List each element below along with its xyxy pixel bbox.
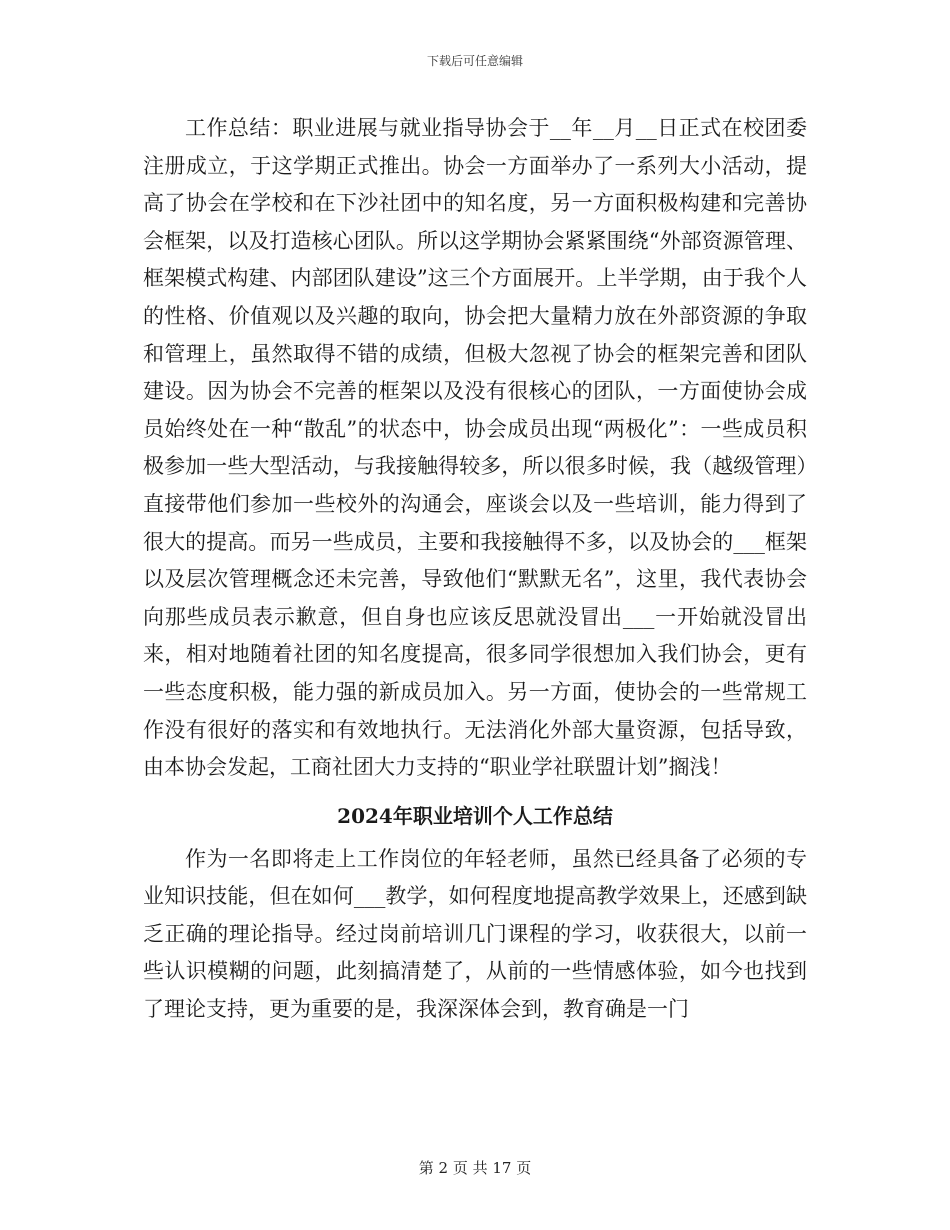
page-header: 下载后可任意编辑 <box>426 54 523 68</box>
paragraph-training-summary: 作为一名即将走上工作岗位的年轻老师，虽然已经具备了必须的专业知识技能，但在如何___教学，如何程度地提高教学效果上，还感到缺乏正确的理论指导。经过岗前培训几门课程的学习，收获很大，以前一些认识模糊的问题，此刻搞清楚了，从前的一些情感体验，如今也找到了理论支持，更为重要的是，我深深体会到，教育确是一门 <box>143 846 807 1022</box>
paragraph-work-summary: 工作总结：职业进展与就业指导协会于__年__月__日正式在校团委注册成立，于这学期正式推出。协会一方面举办了一系列大小活动，提高了协会在学校和在下沙社团中的知名度，另一方面积极构建和完善协会框架，以及打造核心团队。所以这学期协会紧紧围绕“外部资源管理、框架模式构建、内部团队建设”这三个方面展开。上半学期，由于我个人的性格、价值观以及兴趣的取向，协会把大量精力放在外部资源的争取和管理上，虽然取得不错的成绩，但极大忽视了协会的框架完善和团队建设。因为协会不完善的框架以及没有很核心的团队，一方面使协会成员始终处在一种“散乱”的状态中，协会成员出现“两极化”：一些成员积极参加一些大型活动，与我接触得较多，所以很多时候，我（越级管理）直接带他们参加一些校外的沟通会，座谈会以及一些培训，能力得到了很大的提高。而另一些成员，主要和我接触得不多，以及协会的___框架以及层次管理概念还未完善，导致他们“默默无名”，这里，我代表协会向那些成员表示歉意，但自身也应该反思就没冒出___一开始就没冒出来，相对地随着社团的知名度提高，很多同学很想加入我们协会，更有一些态度积极，能力强的新成员加入。另一方面，使协会的一些常规工作没有很好的落实和有效地执行。无法消化外部大量资源，包括导致，由本协会发起，工商社团大力支持的“职业学社联盟计划”搁浅！ <box>143 116 807 780</box>
document-body <box>143 110 807 1029</box>
page-number: 第 2 页 共 17 页 <box>418 1159 532 1177</box>
section-title: 2024年职业培训个人工作总结 <box>337 803 613 828</box>
